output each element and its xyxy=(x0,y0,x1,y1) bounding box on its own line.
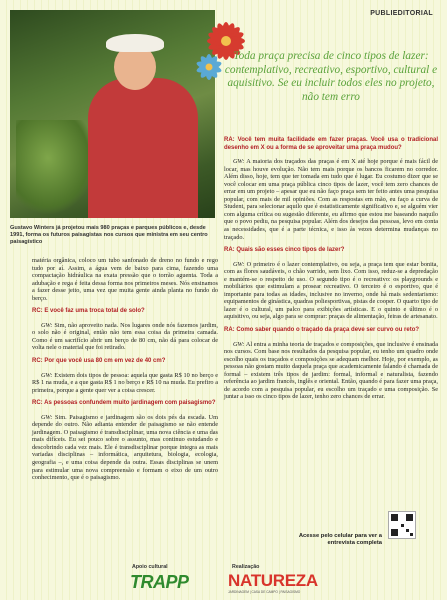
section-tag: PUBLIEDITORIAL xyxy=(370,10,433,17)
realization-label: Realização xyxy=(232,564,260,570)
portrait-photo xyxy=(10,10,215,218)
question: RA: Você tem muita facilidade em fazer praças. Você usa o tradicional desenho em X ou a forma de se aproveitar uma praça mudou? xyxy=(224,137,438,151)
photo-caption: Gustavo Winters já projetou mais 980 praças e parques públicos e, desde 1991, forma os futuros paisagistas nos cursos que ministra em seu centro paisagístico xyxy=(10,225,208,245)
paragraph: matéria orgânica, coloco um tubo sanfonado de dreno no fundo e rego tudo por aí. Assim, a água vem de baixo para cima, fazendo uma compactação hidráulica na exata pressão que o torrão aguenta. Toda a adubação e rega é feita dessa forma nos primeiros meses. Nós ensinamos a fazer desse jeito, uma vez que muita gente ainda planta no fundo do berço. xyxy=(32,257,218,302)
article-column-left xyxy=(32,257,218,488)
answer xyxy=(224,261,438,321)
answer xyxy=(32,322,218,352)
support-label: Apoio cultural xyxy=(132,564,168,570)
qr-caption: Acesse pelo celular para ver a entrevista completa xyxy=(298,533,382,546)
answer-text: A maioria dos traçados das praças é em X até hoje porque é mais fácil de locar, mas houve evolução. Não tem mais porque os bancos ficarem no corredor. Além disso, hoje, tem que ter tomada em tudo que é lugar. Eu costumo dizer que se você colocar em uma praça pública cinco tipos de lazer, você tem zero chances de errar em um projeto – apesar que eu não faço praça sem ter feito antes uma pesquisa popular, com mais de mil opiniões. Com as respostas em mão, eu faço a curva de Student, para selecionar aquilo que é estatisticamente significativo e, se alguém vier com alguma crítica ou sugestão diferente, eu afirmo que estou me baseando naquilo que o povo pediu, na pesquisa popular. Além dos desejos das pessoas, levo em conta as necessidades, que é a parte técnica, e isso às vezes determina mudanças no traçado. xyxy=(224,158,438,241)
answer xyxy=(224,158,438,241)
question: RA: Quais são esses cinco tipos de lazer? xyxy=(224,247,345,254)
answer xyxy=(32,372,218,395)
speaker: GW: xyxy=(41,371,53,379)
question: RA: Como saber quando o traçado da praça deve ser curvo ou reto? xyxy=(224,327,420,334)
natureza-tagline: JARDINAGEM | CASA DE CAMPO | PAISAGISMO xyxy=(228,590,301,594)
footer xyxy=(0,558,447,600)
speaker: GW: xyxy=(233,260,245,268)
answer xyxy=(224,341,438,401)
speaker: GW: xyxy=(233,158,245,166)
question: RC: As pessoas confundem muito jardinagem com paisagismo? xyxy=(32,400,216,407)
trapp-logo: TRAPP xyxy=(130,572,189,592)
answer-text: Sim. Paisagismo e jardinagem são os dois pés da escada. Um depende do outro. Não adianta entender de paisagismo se não entende jardinagem. O paisagismo é transdisciplinar, uma nova ciência e uma das mais difíceis. Eu sei pouco sobre o assunto, mas continuo estudando e descobrindo cada vez mais. Ele é transdisciplinar porque integra as mais variadas disciplinas – informática, arquitetura, biologia, ecologia, geografia –, e uma coisa depende da outra. Essas disciplinas se unem para estimular uma nova compreensão e formam o eixo de um outro conhecimento, que é o paisagismo. xyxy=(32,413,218,482)
speaker: GW: xyxy=(233,340,245,348)
natureza-logo: NATUREZA xyxy=(228,571,318,590)
answer-text: Al entra a minha teoria de traçados e composições, que inclusive é ensinada nos cursos. Com base nos resultados da pesquisa popular, eu tenho um quadro onde escolho quais os traçados e composições se adequam melhor. Hoje, por exemplo, as pessoas não gostam muito daquela praça que academicamente falando é chamada de formal – existem três tipos de jardim: formal, informal e naturalista, fazendo referência ao jardim francês, inglês e oriental. Então, quando é para fazer uma praça, de acordo com a pesquisa popular, eu escolho um traçado e uma composição. Se juntar a isso os cinco tipos de lazer, tenho zero chances de errar. xyxy=(224,340,439,401)
qr-code[interactable] xyxy=(388,511,416,539)
speaker: GW: xyxy=(41,321,53,329)
answer xyxy=(32,414,218,482)
question: RC: Por que você usa 80 cm em vez de 40 cm? xyxy=(32,358,166,365)
answer-text: O primeiro é o lazer contemplativo, ou seja, a praça tem que estar bonita, com as flores saudáveis, o chão varrido, sem lixo. Com isso, reduz-se a depredação e mantém-se o respeito de uso. O segundo tipo é o recreativo: os playgrounds e mobiliários que estimulam a prosear recreativo. O terceiro é o esportivo, que é importante para todas as idades, inclusive no inverno, onde há mais sedentarismo: equipamentos de ginástica, quadras poliesportivas, pistas de cooper. O quarto tipo de lazer é o cultural, um palco para exibições artísticas. E o quinto e último é o aquisitivo, ou seja, algo para se comprar: praças de alimentação, feiras de artesanato. xyxy=(224,260,438,321)
answer-text: Sim, não aproveito nada. Nos lugares onde nós fazemos jardim, o solo não é original, então não tem essa coisa da primeira camada. Como é um sacrifício abrir um berço de 80 cm, não dá para colocar de volta nele o material que foi retirado. xyxy=(32,321,219,352)
article-column-right xyxy=(224,137,438,407)
blue-flower-icon xyxy=(194,52,224,82)
question: RC: E você faz uma troca total de solo? xyxy=(32,308,145,315)
answer-text: Existem dois tipos de pessoa: aquela que gasta R$ 10 no berço e R$ 1 na muda, e a que gasta R$ 1 no berço e R$ 10 na muda. Eu prefiro a primeira, porque a gente quer ver a coisa crescer. xyxy=(32,371,218,394)
pull-quote: Toda praça precisa de cinco tipos de lazer: contemplativo, recreativo, esportivo, cultural e aquisitivo. Se eu incluir todos eles no projeto, não tem erro xyxy=(224,50,438,103)
speaker: GW: xyxy=(41,413,53,421)
